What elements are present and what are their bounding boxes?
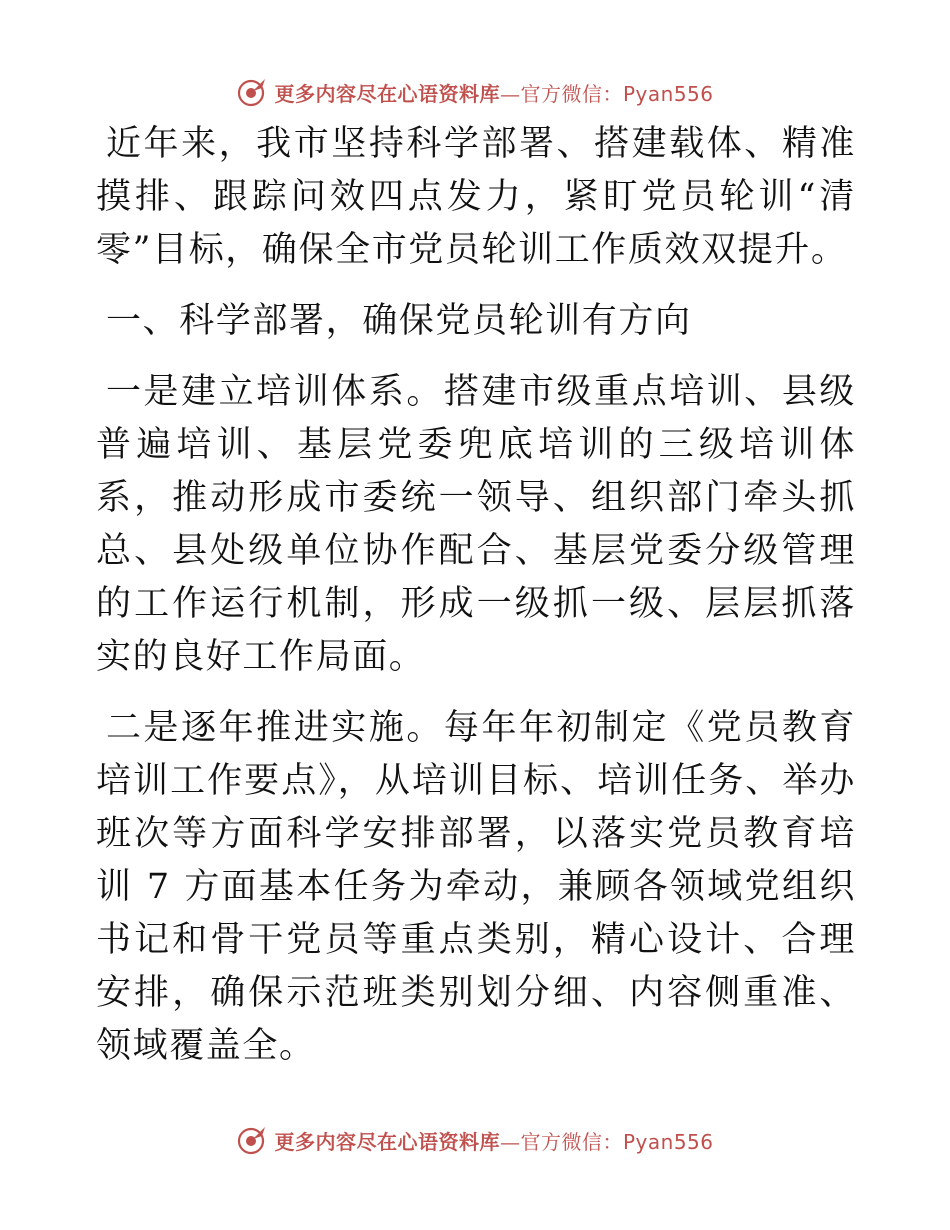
- section-heading: 一、科学部署，确保党员轮训有方向: [106, 301, 692, 341]
- header-watermark: [0, 72, 950, 112]
- watermark-brand: 更多内容尽在心语资料库: [274, 81, 500, 106]
- body-paragraph-1: 一是建立培训体系。搭建市级重点培训、县级普遍培训、基层党委兜底培训的三级培训体系，推动形成市委统一领导、组织部门牵头抓总、县处级单位协作配合、基层党委分级管理的工作运行机制，形成一级抓一级、层层抓落实的良好工作局面。: [96, 372, 856, 677]
- watermark-separator: —: [499, 81, 521, 106]
- watermark-wechat-label: 官方微信：: [520, 81, 623, 106]
- watermark-brand: 更多内容尽在心语资料库: [274, 1129, 500, 1154]
- watermark-text: [274, 78, 713, 107]
- quill-logo-icon: [236, 76, 268, 108]
- watermark-wechat-label: 官方微信：: [520, 1129, 623, 1154]
- watermark-wechat-id: Pyan556: [622, 81, 714, 106]
- footer-watermark: [0, 1120, 950, 1160]
- quill-logo-icon: [236, 1124, 268, 1156]
- watermark-text: [274, 1126, 713, 1155]
- watermark-wechat-id: Pyan556: [622, 1129, 714, 1154]
- intro-paragraph: 近年来，我市坚持科学部署、搭建载体、精准摸排、跟踪问效四点发力，紧盯党员轮训“清零”目标，确保全市党员轮训工作质效双提升。: [96, 124, 856, 270]
- document-body: [96, 118, 856, 1073]
- watermark-separator: —: [499, 1129, 521, 1154]
- body-paragraph-2: 二是逐年推进实施。每年年初制定《党员教育培训工作要点》，从培训目标、培训任务、举办班次等方面科学安排部署，以落实党员教育培训 7 方面基本任务为牵动，兼顾各领域党组织书记和骨干党员等重点类别，精心设计、合理安排，确保示范班类别划分细、内容侧重准、领域覆盖全。: [96, 708, 856, 1066]
